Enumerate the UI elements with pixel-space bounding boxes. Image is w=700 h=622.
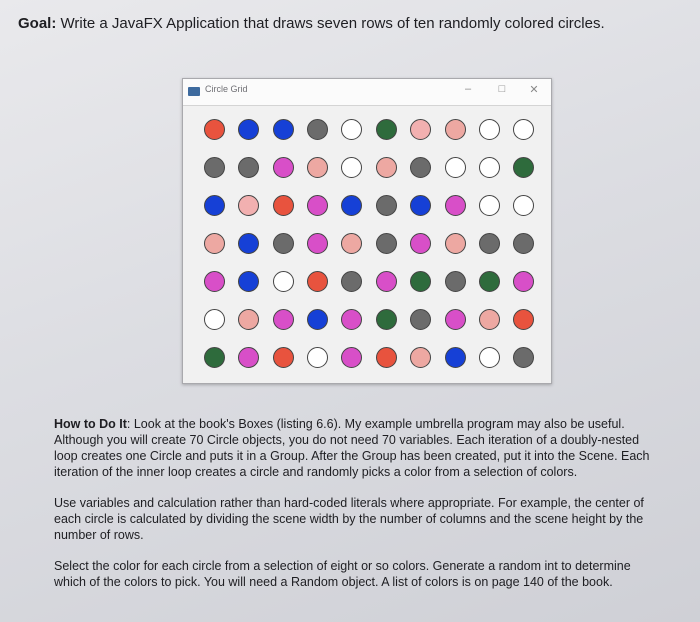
circle-blue xyxy=(204,195,225,216)
circle-blue xyxy=(307,309,328,330)
circle-gray xyxy=(445,271,466,292)
window-titlebar[interactable] xyxy=(183,79,551,106)
instructions-paragraph-2: Use variables and calculation rather than hard-coded literals where appropriate. For example, the center of each circle is calculated by dividing the scene width by the number of columns and the scene height by the number of rows. xyxy=(54,496,644,542)
circle-white xyxy=(341,119,362,140)
circle-salmon xyxy=(376,157,397,178)
circle-white xyxy=(273,271,294,292)
circle-green xyxy=(376,309,397,330)
circle-gray xyxy=(341,271,362,292)
circle-magenta xyxy=(445,309,466,330)
circle-green xyxy=(513,157,534,178)
circle-white xyxy=(307,347,328,368)
circle-white xyxy=(479,157,500,178)
circle-gray xyxy=(410,157,431,178)
circle-gray xyxy=(479,233,500,254)
close-button[interactable]: ✕ xyxy=(529,84,539,96)
circle-white xyxy=(479,347,500,368)
circle-blue xyxy=(341,195,362,216)
circle-pink xyxy=(238,195,259,216)
minimize-button[interactable]: – xyxy=(464,83,472,95)
circle-green xyxy=(376,119,397,140)
circle-gray xyxy=(513,347,534,368)
circle-magenta xyxy=(273,157,294,178)
circle-blue xyxy=(238,233,259,254)
circle-gray xyxy=(513,233,534,254)
circle-blue xyxy=(273,119,294,140)
maximize-button[interactable]: □ xyxy=(498,83,506,95)
circle-green xyxy=(479,271,500,292)
circle-green xyxy=(204,347,225,368)
goal-text: Write a JavaFX Application that draws seven rows of ten randomly colored circles. xyxy=(56,15,605,32)
circle-red xyxy=(273,195,294,216)
circle-gray xyxy=(376,233,397,254)
circle-red xyxy=(513,309,534,330)
circle-magenta xyxy=(376,271,397,292)
circle-magenta xyxy=(341,309,362,330)
circle-magenta xyxy=(273,309,294,330)
circle-magenta xyxy=(204,271,225,292)
circle-blue xyxy=(445,347,466,368)
app-icon xyxy=(188,87,200,96)
circle-magenta xyxy=(445,195,466,216)
circle-gray xyxy=(204,157,225,178)
circle-salmon xyxy=(445,233,466,254)
circle-blue xyxy=(238,119,259,140)
circle-salmon xyxy=(204,233,225,254)
instructions-paragraph-1 xyxy=(54,416,658,480)
window-title: Circle Grid xyxy=(205,84,248,94)
circle-red xyxy=(204,119,225,140)
circle-gray xyxy=(410,309,431,330)
circle-gray xyxy=(376,195,397,216)
circle-white xyxy=(513,195,534,216)
circle-pink xyxy=(410,119,431,140)
circle-grid xyxy=(197,110,541,376)
circle-salmon xyxy=(410,347,431,368)
circle-magenta xyxy=(307,233,328,254)
circle-gray xyxy=(307,119,328,140)
circle-white xyxy=(479,119,500,140)
circle-red xyxy=(376,347,397,368)
circle-salmon xyxy=(445,119,466,140)
circle-magenta xyxy=(307,195,328,216)
howto-label: How to Do It xyxy=(54,417,127,431)
instructions-paragraph-3: Select the color for each circle from a selection of eight or so colors. Generate a random int to determine which of the colors to pick. You will need a Random object. A list of colors is on page 140 of the book. xyxy=(54,559,631,589)
howto-text-1: : Look at the book's Boxes (listing 6.6). My example umbrella program may also be useful. Although you will create 70 Circle objects, you do not need 70 variables. Each iteration of a doubly-nested loop creates one Circle and puts it in a Group. After the Group has been created, put it into the Scene. Each iteration of the inner loop creates a circle and randomly picks a color from a selection of colors. xyxy=(54,417,650,479)
circle-magenta xyxy=(238,347,259,368)
circle-blue xyxy=(410,195,431,216)
circle-white xyxy=(445,157,466,178)
circle-magenta xyxy=(341,347,362,368)
circle-white xyxy=(513,119,534,140)
circle-grid-window xyxy=(182,78,552,384)
circle-salmon xyxy=(479,309,500,330)
instructions xyxy=(54,416,658,605)
circle-salmon xyxy=(307,157,328,178)
circle-salmon xyxy=(341,233,362,254)
circle-salmon xyxy=(238,309,259,330)
circle-red xyxy=(307,271,328,292)
circle-gray xyxy=(238,157,259,178)
circle-gray xyxy=(273,233,294,254)
circle-white xyxy=(204,309,225,330)
goal-statement xyxy=(18,14,688,34)
goal-label: Goal: xyxy=(18,15,57,32)
circle-red xyxy=(273,347,294,368)
circle-white xyxy=(479,195,500,216)
circle-white xyxy=(341,157,362,178)
circle-magenta xyxy=(513,271,534,292)
circle-green xyxy=(410,271,431,292)
circle-magenta xyxy=(410,233,431,254)
circle-blue xyxy=(238,271,259,292)
